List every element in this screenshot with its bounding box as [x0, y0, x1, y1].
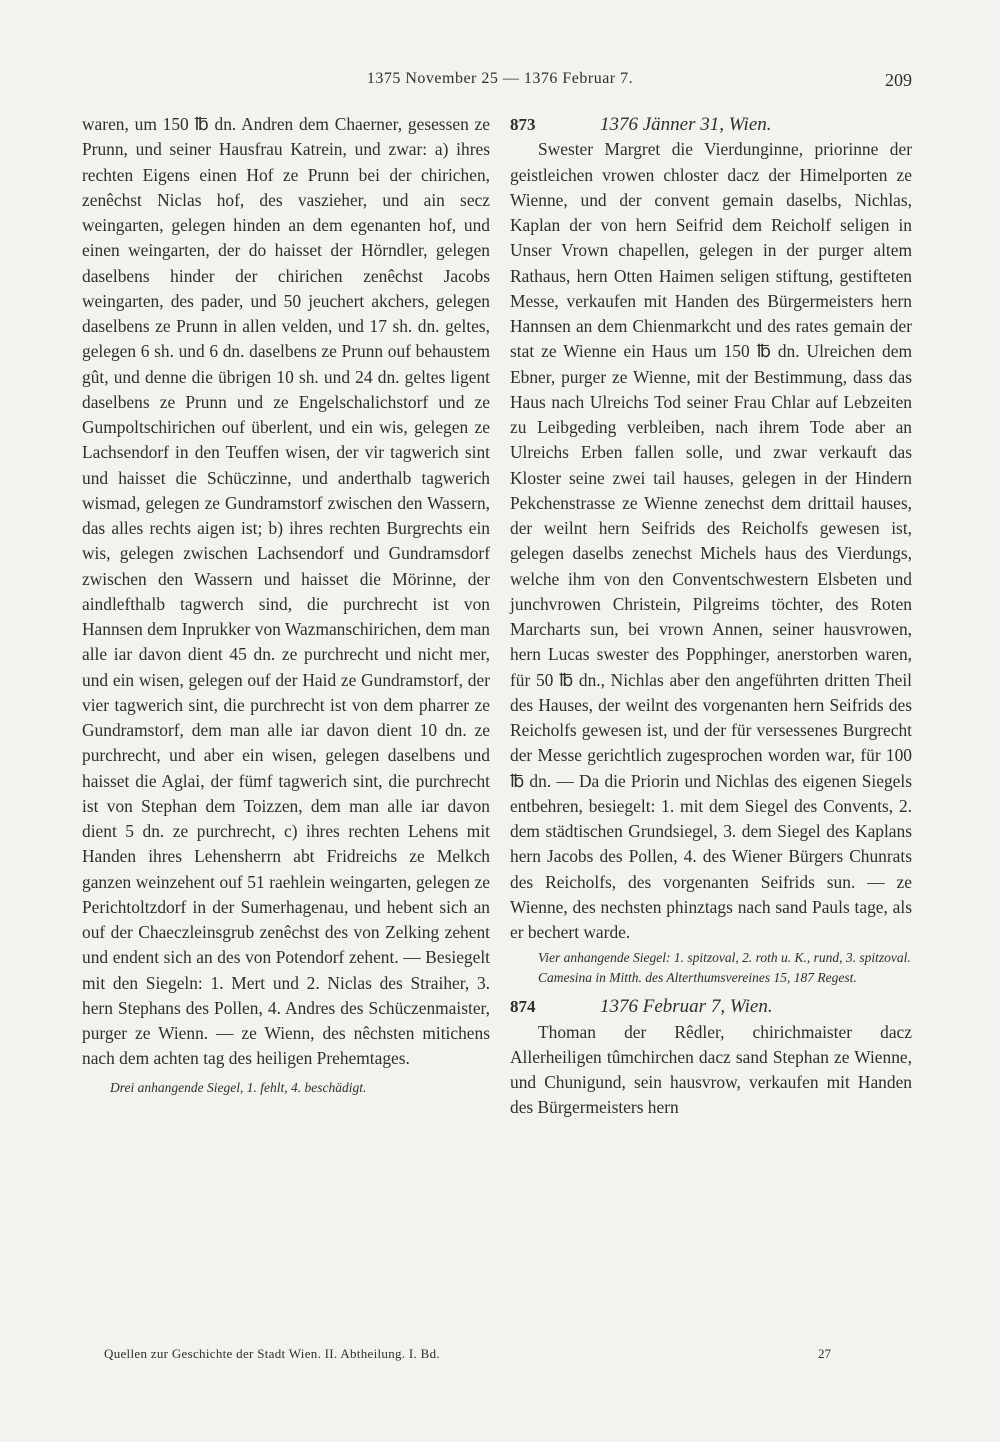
- running-head: 1375 November 25 — 1376 Februar 7.: [366, 70, 634, 87]
- footer-source: Quellen zur Geschichte der Stadt Wien. II. Abtheilung. I. Bd.: [104, 1346, 440, 1361]
- page-number: 209: [885, 70, 912, 90]
- entry-note-873-source: Camesina in Mitth. des Alterthumsvereines 15, 187 Regest.: [538, 970, 857, 986]
- entry-date: 1376 Februar 7, Wien.: [600, 996, 773, 1018]
- sheet-signature: 27: [818, 1346, 831, 1361]
- entry-header-874: [510, 994, 912, 1019]
- page-header: [0, 70, 1000, 94]
- right-column: [510, 112, 912, 1121]
- entry-note-873-seals: Vier anhangende Siegel: 1. spitzoval, 2. roth u. K., rund, 3. spitzoval.: [538, 950, 911, 966]
- left-column: [82, 112, 490, 1098]
- entry-header-873: [510, 112, 912, 137]
- entry-number: 874: [510, 997, 536, 1017]
- entry-number: 873: [510, 115, 536, 134]
- left-column-text: waren, um 150 ℔ dn. Andren dem Chaerner, gesessen ze Prunn, und seiner Hausfrau Katrein, und zwar: a) ihres rechten Eigens einen Hof ze Prunn bei der chirichen, zenêchst Niclas hof, des vaszieher, und ain secz weingarten, gelegen hinden an dem egenanten hof, und einen weingarten, der do haisset der Hörndler, gelegen daselbens hinder der chirichen zenêchst Jacobs weingarten, des pader, und 50 jeuchert akchers, gelegen daselbens ze Prunn in allen velden, und 17 sh. dn. geltes, gelegen 6 sh. und 6 dn. daselbens ze Prunn ouf behaustem gût, und denne die übrigen 10 sh. und 24 dn. geltes ligent daselbens ze Prunn und ze Engelschalichstorf und ze Gumpoltschirichen ouf überlent, und ein wis, gelegen ze Lachsendorf in den Teuffen wisen, der vir tagwerich sint und haisset die Schüczinne, und anderthalb tagwerich wismad, gelegen ze Gundramstorf zwischen den Wassern, das alles rechts aigen ist; b) ihres rechten Burgrechts ein wis, gelegen zwischen Lachsendorf und Gundramsdorf zwischen den Wassern und haisset die Mörinne, der aindlefthalb tagwerch sind, die purchrecht ist von Hannsen dem Inprukker von Wazmanschirichen, dem man alle iar davon dient 45 dn. ze purchrecht und nicht mer, und ein wisen, gelegen ouf der Haid ze Gundramstorf, der vier tagwerich sint, die purchrecht ist von dem pharrer ze Gundramstorf, dem man alle iar davon dient 10 dn. ze purchrecht, und aber ein wisen, gelegen daselbens und haisset die Aglai, der fümf tagwerich sint, die purchrecht ist von Stephan dem Toizzen, dem man alle iar davon dient 5 dn. ze purchrecht, c) ihres rechten Lehens mit Handen ihres Lehensherrn abt Fridreichs ze Melkch ganzen weinzehent ouf 51 raehlein weingarten, gelegen ze Perichtoltzdorf in der Sumerhagenau, und hebent sich an ouf der Chaeczleinsgrub zenêchst des von Zelking zehent und endent sich an des von Potendorf zehent. — Besiegelt mit den Siegeln: 1. Mert und 2. Niclas des Straiher, 3. hern Stephans des Pollen, 4. Andres des Schüczenmaister, purger ze Wienn. — ze Wienn, des nêchsten mitichens nach dem achten tag des heiligen Prehemtages.: [82, 114, 490, 1069]
- entry-text-873: Swester Margret die Vierdunginne, priorinne der geistleichen vrowen chloster dacz der Himelporten ze Wienne, und der convent gemain daselbs, Nichlas, Kaplan der von hern Seifrid dem Reicholf seligen in Unser Vrown chapellen, gelegen in der purger altem Rathaus, hern Otten Haimen seligen stiftung, gestifteten Messe, verkaufen mit Handen des Bürgermeisters hern Hannsen an dem Chienmarkcht und des rates gemain der stat ze Wienne ein Haus um 150 ℔ dn. Ulreichen dem Ebner, purger ze Wienne, mit der Bestimmung, dass das Haus nach Ulreichs Tod seiner Frau Chlar auf Lebzeiten zu Leibgeding verbleiben, nach ihrem Tode aber an Ulreichs Erben fallen solle, und zwar verkauft das Kloster seine zwei tail hauses, gelegen in der Hindern Pekchenstrasse ze Wienne zenechst dem drittail hauses, der weilnt hern Seifrids des Reicholfs gewesen ist, gelegen daselbs zenechst Michels haus des Vierdungs, welche ihm von den Conventschwestern Elsbeten und junchvrowen Christein, Pilgreims töchter, des Roten Marcharts sun, bei vrown Annen, seiner hausvrowen, hern Lucas swester des Popphinger, anerstorben waren, für 50 ℔ dn., Nichlas aber den angeführten dritten Theil des Hauses, der weilnt des vorgenanten hern Seifrids des Reicholfs gewesen ist, und der für versessenes Burgrecht der Messe gerichtlich zugesprochen worden war, für 100 ℔ dn. — Da die Priorin und Nichlas des eigenen Siegels entbehren, besiegelt: 1. mit dem Siegel des Convents, 2. dem städtischen Grundsiegel, 3. dem Siegel des Kaplans hern Jacobs des Pollen, 4. des Wiener Bürgers Chunrats des Reicholfs, des vorgenanten Seifrids sun. — ze Wienne, des nechsten phinztags nach sand Pauls tage, als er bechert warde.: [510, 139, 912, 942]
- seal-note: Drei anhangende Siegel, 1. fehlt, 4. beschädigt.: [110, 1079, 367, 1095]
- entry-date: 1376 Jänner 31, Wien.: [600, 114, 772, 135]
- entry-text-874: Thoman der Rêdler, chirichmaister dacz Allerheiligen tûmchirchen dacz sand Stephan ze Wienne, und Chunigund, sein hausvrow, verkaufen mit Handen des Bürgermeisters hern: [510, 1021, 912, 1118]
